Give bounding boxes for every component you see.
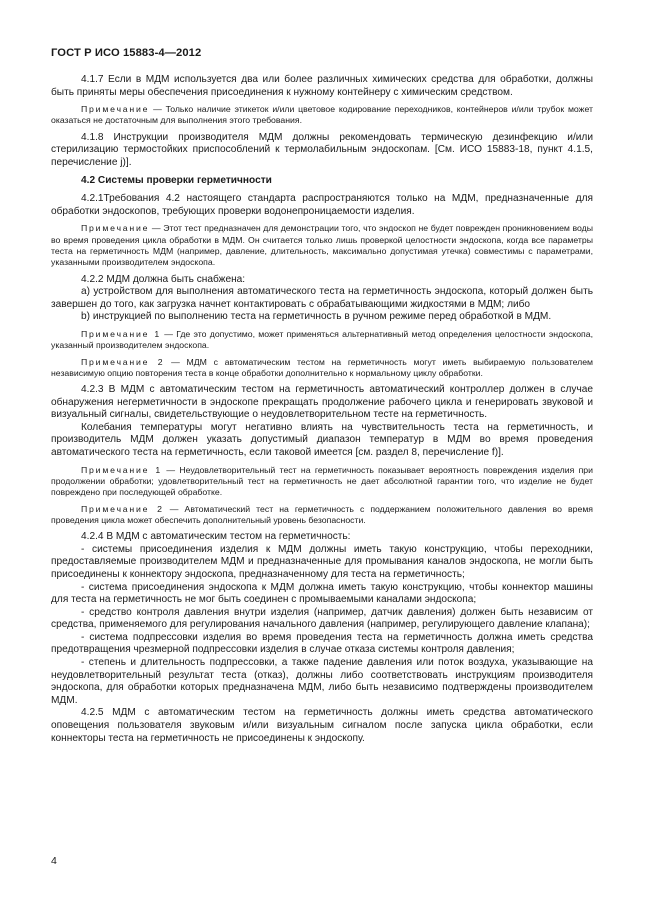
list-item-dash-3: - средство контроля давления внутри изделия (например, датчик давления) должен быть независим от средства, применяемого для регулирования начального давления (например, регулирующего давление клапана); — [51, 606, 593, 631]
clause-4-2-3-temperature: Колебания температуры могут негативно влиять на чувствительность теста на герметичность, и производитель МДМ должен указать допустимый диапазон температур в МДМ во время проведения автоматического теста на герметичность, если таковой имеется [см. раздел 8, перечисление f)]. — [51, 421, 593, 459]
note-label: Примечание 2 — [81, 356, 165, 367]
clause-4-1-7: 4.1.7 Если в МДМ используется два или более различных химических средства для обработки, должны быть приняты меры обеспечения присоединения к нужному контейнеру с химическим средством. — [51, 74, 593, 98]
note-label: Примечание 1 — [81, 464, 163, 475]
clause-4-2-4: 4.2.4 В МДМ с автоматическим тестом на герметичность: — [81, 531, 351, 543]
clause-4-2-1: 4.2.1Требования 4.2 настоящего стандарта распространяются только на МДМ, предназначенные для обработки эндоскопов, требующих проверки водонепроницаемости изделия. — [51, 193, 593, 217]
standard-header: ГОСТ Р ИСО 15883-4—2012 — [51, 47, 202, 59]
note-2-4-2-2 — [51, 357, 593, 380]
note-text: — Только наличие этикеток и/или цветовое кодирование переходников, контейнеров и/или трубок может оказаться не достаточным для выполнения этого требования. — [51, 104, 593, 126]
note-text: — МДМ с автоматическим тестом на герметичность могут иметь выбираемую пользователем независимую опцию повторения теста в конце обработки дополнительно к нормальному циклу обработки. — [51, 356, 593, 378]
clause-4-2-2: 4.2.2 МДМ должна быть снабжена: — [81, 273, 246, 285]
list-item-a: а) устройством для выполнения автоматического теста на герметичность эндоскопа, который должен быть завершен до того, как загрузка начнет контактировать с обрабатывающими жидкостями в МДМ; либо — [51, 286, 593, 310]
note-4-2-1 — [51, 223, 593, 268]
list-item-dash-4: - система подпрессовки изделия во время проведения теста на герметичность должна иметь средства предотвращения чрезмерной подпрессовки изделия в случае отказа системы контроля давления; — [51, 631, 593, 656]
note-label: Примечание — [81, 223, 150, 234]
note-label: Примечание 2 — [81, 503, 164, 514]
list-item-dash-5: - степень и длительность подпрессовки, а также падение давления или поток воздуха, указывающие на неудовлетворительный результат теста (отказ), должны либо соответствовать инструкциям производителя эндоскопа, для обработки которых предназначена МДМ, либо быть независимо подтверждены производителем МДМ. — [51, 657, 593, 706]
note-2-4-2-3 — [51, 504, 593, 527]
list-item-dash-1: - системы присоединения изделия к МДМ должны иметь такую конструкцию, чтобы переходники, предоставляемые производителем МДМ и предназначенные для промывания каналов эндоскопа, не могли быть присоединены к коннектору эндоскопа, предназначенному для теста на герметичность; — [51, 543, 593, 580]
note-text: — Этот тест предназначен для демонстрации того, что эндоскоп не будет поврежден проникновением воды во время проведения цикла обработки в МДМ. Он считается только лишь проверкой целостности эндоскопа, когда все параметры теста на герметичность МДМ (например, давление, длительность, максимально допустимая утечка) совместимы с параметрами, указанными производителем эндоскопа. — [51, 223, 593, 268]
note-text: — Автоматический тест на герметичность с поддержанием положительного давления во время проведения цикла может обеспечить дополнительный уровень безопасности. — [51, 503, 593, 525]
note-text: — Неудовлетворительный тест на герметичность показывает вероятность повреждения изделия при продолжении обработки; удовлетворительный тест на герметичность не дает абсолютной гарантии того, что изделие не будет повреждено при последующей обработке. — [51, 464, 593, 498]
section-heading-4-2: 4.2 Системы проверки герметичности — [81, 174, 272, 186]
page-number: 4 — [51, 855, 57, 867]
body-content — [51, 74, 593, 750]
note-label: Примечание — [81, 104, 150, 115]
list-item-b: b) инструкцией по выполнению теста на герметичность в ручном режиме перед обработкой в МДМ. — [81, 311, 552, 323]
clause-4-2-3: 4.2.3 В МДМ с автоматическим тестом на герметичность автоматический контроллер должен в случае обнаружения негерметичности в эндоскопе прекращать продолжение рабочего цикла и генерировать звуковой и визуальный сигналы, свидетельствующие о неудовлетворительном тесте на герметичность. — [51, 384, 593, 421]
note-label: Примечание 1 — [81, 328, 161, 339]
note-text: — Где это допустимо, может применяться альтернативный метод определения целостности эндоскопа, указанный производителем эндоскопа. — [51, 328, 593, 351]
note-4-1-7 — [51, 104, 593, 127]
clause-4-2-5: 4.2.5 МДМ с автоматическим тестом на герметичность должны иметь средства автоматического оповещения пользователя звуковым и/или визуальным сигналом после запуска цикла обработки, если коннекторы теста на герметичность не присоединены к эндоскопу. — [51, 707, 593, 744]
clause-4-1-8: 4.1.8 Инструкции производителя МДМ должны рекомендовать термическую дезинфекцию и/или стерилизацию термостойких приспособлений к термолабильным эндоскопам. [См. ИСО 15883-18, пункт 4.1.5, перечисление j)]. — [51, 131, 593, 168]
list-item-dash-2: - система присоединения эндоскопа к МДМ должна иметь такую конструкцию, чтобы коннектор машины для теста на герметичность не мог быть соединен с промываемыми каналами эндоскопа; — [51, 581, 593, 606]
note-1-4-2-2 — [51, 329, 593, 352]
note-1-4-2-3 — [51, 465, 593, 499]
